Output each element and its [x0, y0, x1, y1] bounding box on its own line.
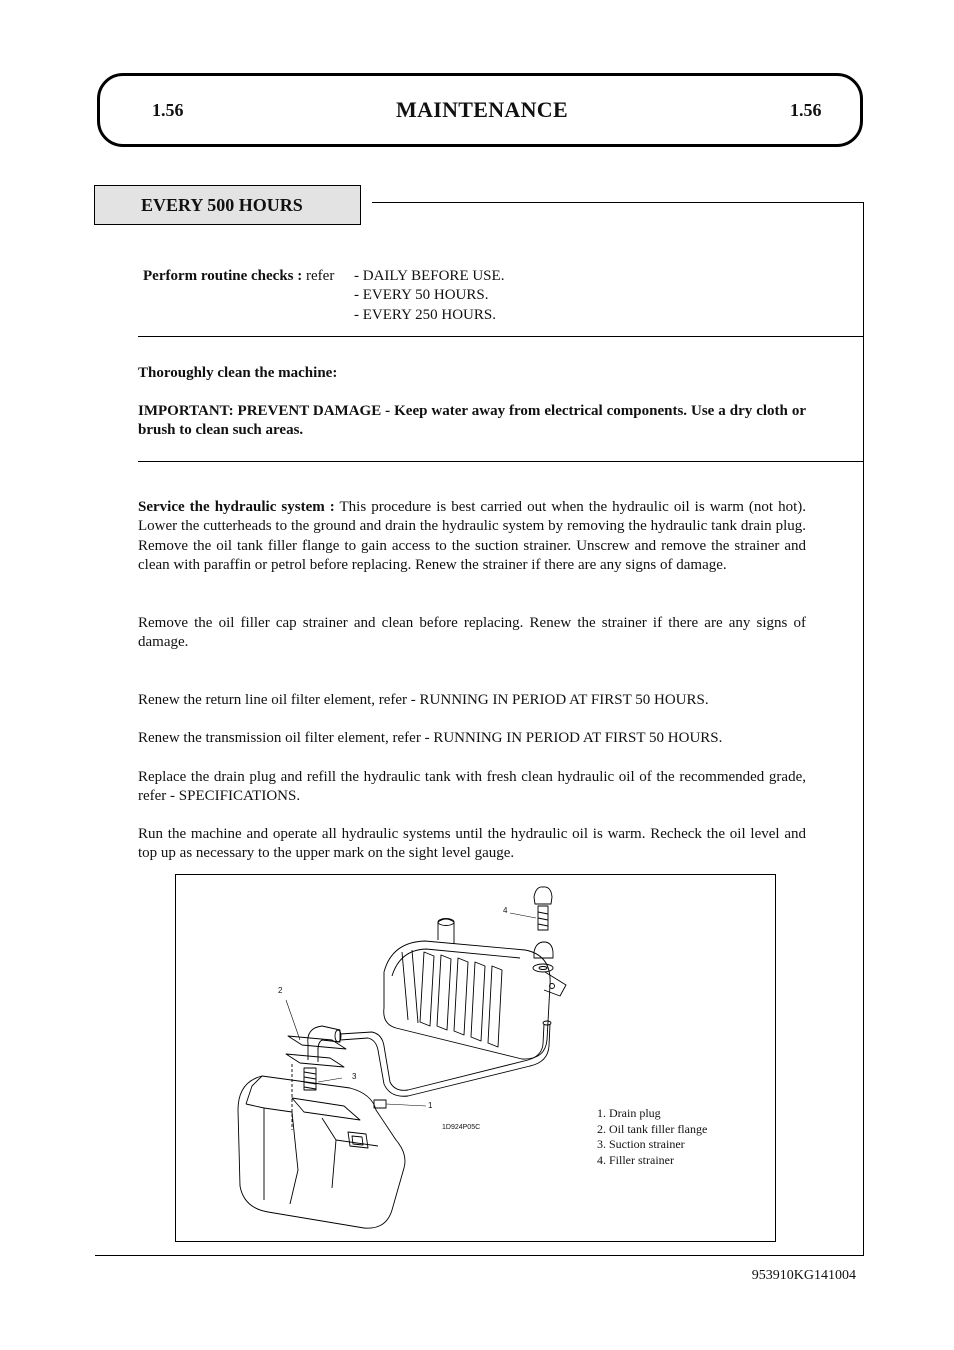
- filler-flange-upper: [288, 1036, 346, 1049]
- routine-check-item: - DAILY BEFORE USE.: [354, 268, 505, 284]
- filler-flange-lower: [286, 1054, 344, 1067]
- upper-tank: [384, 941, 550, 1059]
- clean-heading: Thoroughly clean the machine:: [138, 365, 338, 381]
- return-filter-paragraph: Renew the return line oil filter element, refer - RUNNING IN PERIOD AT FIRST 50 HOURS.: [138, 692, 709, 708]
- transmission-filter-paragraph: Renew the transmission oil filter element, refer - RUNNING IN PERIOD AT FIRST 50 HOURS.: [138, 730, 723, 746]
- filler-cap: [534, 887, 552, 904]
- routine-check-item: - EVERY 250 HOURS.: [354, 306, 496, 323]
- routine-checks-list: [354, 267, 504, 325]
- frame-right-line: [863, 202, 864, 1256]
- page-number-left: 1.56: [152, 100, 184, 120]
- callout-1: 1: [428, 1101, 433, 1110]
- hydraulic-service-paragraph: Service the hydraulic system : This procedure is best carried out when the hydraulic oil is warm (not hot). Lower the cutterheads to the ground and drain the hydraulic system by removing the hydraulic tank drain plug. Remove the oil tank filler flange to gain access to the suction strainer. Unscrew and remove the strainer and clean with paraffin or petrol before replacing. Renew the strainer if there are any signs of damage.: [138, 499, 806, 574]
- page-title: MAINTENANCE: [396, 97, 568, 122]
- frame-bottom-line: [95, 1255, 864, 1256]
- section-title: EVERY 500 HOURS: [94, 185, 361, 225]
- callout-2: 2: [278, 986, 283, 995]
- legend-item: 1. Drain plug: [597, 1106, 661, 1120]
- callout-3: 3: [352, 1072, 357, 1081]
- routine-check-item: - EVERY 50 HOURS.: [354, 287, 489, 304]
- callout-4: 4: [503, 906, 508, 915]
- clean-important-note: IMPORTANT: PREVENT DAMAGE - Keep water away from electrical components. Use a dry cloth or brush to clean such areas.: [138, 403, 806, 439]
- divider: [138, 461, 864, 462]
- routine-checks-label: Perform routine checks : refer: [143, 268, 335, 284]
- frame-top-line: [372, 202, 864, 203]
- page-number-right: 1.56: [790, 100, 822, 120]
- legend-item: 4. Filler strainer: [597, 1152, 674, 1167]
- figure-legend: [597, 1106, 707, 1168]
- figure-id: 1D924P05C: [442, 1124, 481, 1131]
- run-machine-paragraph: Run the machine and operate all hydraulic systems until the hydraulic oil is warm. Recheck the oil level and top up as necessary to the upper mark on the sight level gauge.: [138, 826, 806, 862]
- hydraulic-tank-diagram: [176, 875, 775, 1241]
- lower-tank: [238, 1076, 405, 1228]
- legend-item: 3. Suction strainer: [597, 1137, 685, 1151]
- drain-plug: [374, 1100, 386, 1108]
- divider: [138, 336, 864, 337]
- refill-paragraph: Replace the drain plug and refill the hydraulic tank with fresh clean hydraulic oil of the recommended grade, refer - SPECIFICATIONS.: [138, 769, 806, 805]
- legend-item: 2. Oil tank filler flange: [597, 1121, 708, 1136]
- document-reference: 953910KG141004: [751, 1268, 856, 1283]
- filler-cap-paragraph: Remove the oil filler cap strainer and clean before replacing. Renew the strainer if there are any signs of damage.: [138, 615, 806, 651]
